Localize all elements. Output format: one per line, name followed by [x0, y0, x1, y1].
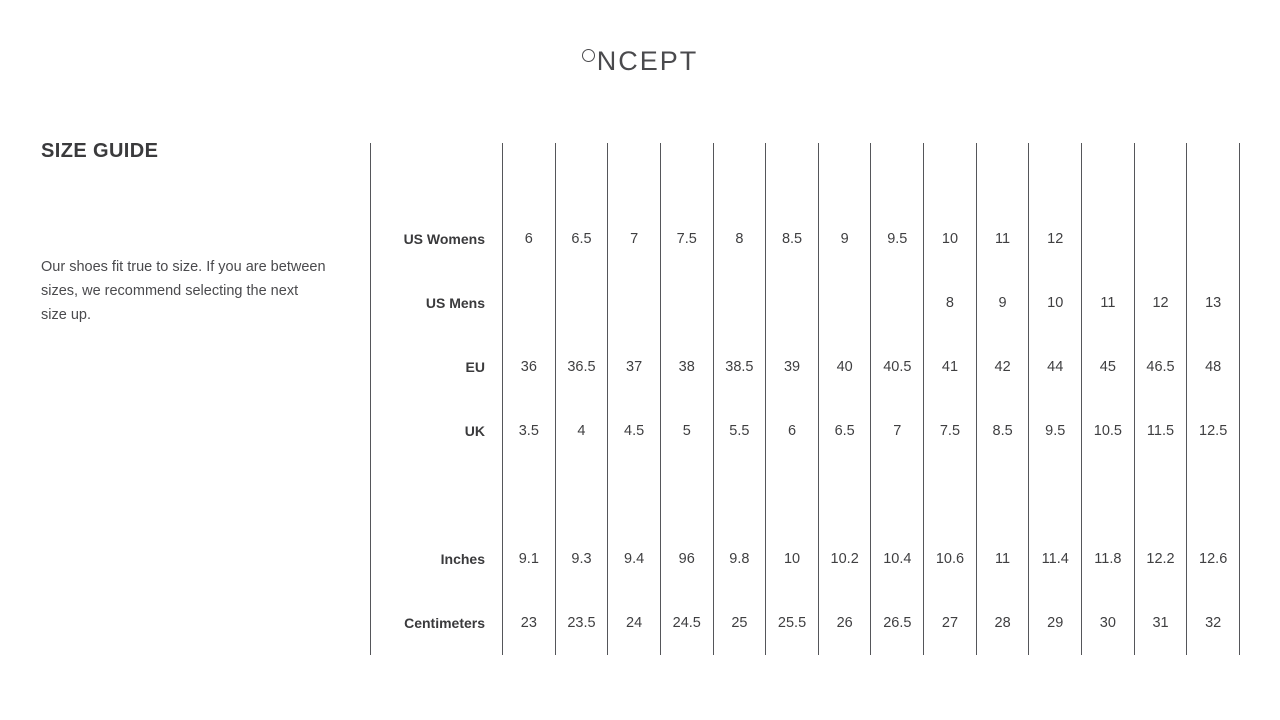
cell: 10.2: [818, 527, 871, 591]
row-label-eu: EU: [371, 335, 503, 399]
row-label-inches: Inches: [371, 527, 503, 591]
row-label-us-mens: US Mens: [371, 271, 503, 335]
cell: 3.5: [503, 399, 556, 463]
table-row-us-mens: [371, 271, 1240, 335]
cell: [660, 143, 713, 207]
cell: 23.5: [555, 591, 608, 655]
cell: [555, 271, 608, 335]
cell: 31: [1134, 591, 1187, 655]
cell: 11: [1082, 271, 1135, 335]
cell: 39: [766, 335, 819, 399]
cell: 9.8: [713, 527, 766, 591]
cell: 36: [503, 335, 556, 399]
cell: 26: [818, 591, 871, 655]
cell: 10: [1029, 271, 1082, 335]
cell: [660, 463, 713, 527]
cell: 8.5: [766, 207, 819, 271]
cell: 11.5: [1134, 399, 1187, 463]
cell: [871, 463, 924, 527]
cell: 40.5: [871, 335, 924, 399]
cell: 44: [1029, 335, 1082, 399]
cell: [503, 463, 556, 527]
cell: [1187, 143, 1240, 207]
cell: [1029, 463, 1082, 527]
cell: 4.5: [608, 399, 661, 463]
cell: [608, 463, 661, 527]
cell: [924, 463, 977, 527]
row-label-us-womens: US Womens: [371, 207, 503, 271]
cell: 37: [608, 335, 661, 399]
cell: 38: [660, 335, 713, 399]
cell: [608, 271, 661, 335]
cell: [503, 271, 556, 335]
cell: [1134, 463, 1187, 527]
brand-logo: [0, 36, 1280, 75]
table-row-eu: [371, 335, 1240, 399]
cell: 25.5: [766, 591, 819, 655]
cell: [1082, 207, 1135, 271]
cell: 5.5: [713, 399, 766, 463]
cell: 8: [924, 271, 977, 335]
cell: 25: [713, 591, 766, 655]
cell: 12.6: [1187, 527, 1240, 591]
size-table: [370, 143, 1240, 655]
table-row-centimeters: [371, 591, 1240, 655]
row-label-empty-mid: [371, 463, 503, 527]
cell: 10.5: [1082, 399, 1135, 463]
cell: 24.5: [660, 591, 713, 655]
cell: 30: [1082, 591, 1135, 655]
cell: 7.5: [924, 399, 977, 463]
intro-column: [41, 140, 341, 327]
page-title: SIZE GUIDE: [41, 140, 159, 162]
cell: 45: [1082, 335, 1135, 399]
cell: 10.6: [924, 527, 977, 591]
cell: 36.5: [555, 335, 608, 399]
cell: [976, 143, 1029, 207]
cell: 7: [608, 207, 661, 271]
table-row-us-womens: [371, 207, 1240, 271]
cell: 8.5: [976, 399, 1029, 463]
cell: 12.2: [1134, 527, 1187, 591]
cell: 42: [976, 335, 1029, 399]
cell: [608, 143, 661, 207]
cell: 8: [713, 207, 766, 271]
cell: 11: [976, 527, 1029, 591]
cell: [1029, 143, 1082, 207]
cell: 6.5: [555, 207, 608, 271]
cell: [818, 143, 871, 207]
row-label-uk: UK: [371, 399, 503, 463]
circle-o-icon: [582, 49, 595, 62]
cell: 9: [818, 207, 871, 271]
cell: [766, 271, 819, 335]
cell: [1134, 207, 1187, 271]
cell: [660, 271, 713, 335]
cell: [818, 463, 871, 527]
cell: 6: [503, 207, 556, 271]
cell: 7.5: [660, 207, 713, 271]
cell: 9.3: [555, 527, 608, 591]
cell: [976, 463, 1029, 527]
cell: 12: [1029, 207, 1082, 271]
cell: [818, 271, 871, 335]
cell: 6.5: [818, 399, 871, 463]
cell: 6: [766, 399, 819, 463]
cell: 10.4: [871, 527, 924, 591]
table-row-uk: [371, 399, 1240, 463]
cell: [924, 143, 977, 207]
cell: 9.5: [871, 207, 924, 271]
cell: [555, 463, 608, 527]
cell: 32: [1187, 591, 1240, 655]
cell: 27: [924, 591, 977, 655]
cell: [1082, 143, 1135, 207]
cell: 9.1: [503, 527, 556, 591]
cell: [555, 143, 608, 207]
cell: 10: [766, 527, 819, 591]
cell: 12: [1134, 271, 1187, 335]
cell: [713, 143, 766, 207]
cell: 9.5: [1029, 399, 1082, 463]
cell: 41: [924, 335, 977, 399]
cell: [766, 143, 819, 207]
cell: [766, 463, 819, 527]
table-row: [371, 463, 1240, 527]
cell: 9.4: [608, 527, 661, 591]
cell: 26.5: [871, 591, 924, 655]
row-label-empty-top: [371, 143, 503, 207]
cell: [871, 143, 924, 207]
cell: [1187, 463, 1240, 527]
fit-description: Our shoes fit true to size. If you are between sizes, we recommend selecting the next size up.: [41, 259, 326, 323]
cell: 48: [1187, 335, 1240, 399]
cell: [1187, 207, 1240, 271]
cell: 9: [976, 271, 1029, 335]
cell: 96: [660, 527, 713, 591]
cell: [503, 143, 556, 207]
size-table-container: [370, 143, 1242, 673]
table-row-inches: [371, 527, 1240, 591]
cell: 10: [924, 207, 977, 271]
cell: [713, 463, 766, 527]
cell: 12.5: [1187, 399, 1240, 463]
cell: [1082, 463, 1135, 527]
cell: 11: [976, 207, 1029, 271]
cell: 38.5: [713, 335, 766, 399]
cell: 11.4: [1029, 527, 1082, 591]
cell: 29: [1029, 591, 1082, 655]
cell: 13: [1187, 271, 1240, 335]
table-row: [371, 143, 1240, 207]
cell: 11.8: [1082, 527, 1135, 591]
cell: [713, 271, 766, 335]
brand-name: NCEPT: [596, 46, 699, 76]
cell: 5: [660, 399, 713, 463]
cell: [1134, 143, 1187, 207]
cell: 7: [871, 399, 924, 463]
cell: [871, 271, 924, 335]
row-label-centimeters: Centimeters: [371, 591, 503, 655]
cell: 40: [818, 335, 871, 399]
cell: 4: [555, 399, 608, 463]
cell: 24: [608, 591, 661, 655]
cell: 46.5: [1134, 335, 1187, 399]
cell: 23: [503, 591, 556, 655]
cell: 28: [976, 591, 1029, 655]
